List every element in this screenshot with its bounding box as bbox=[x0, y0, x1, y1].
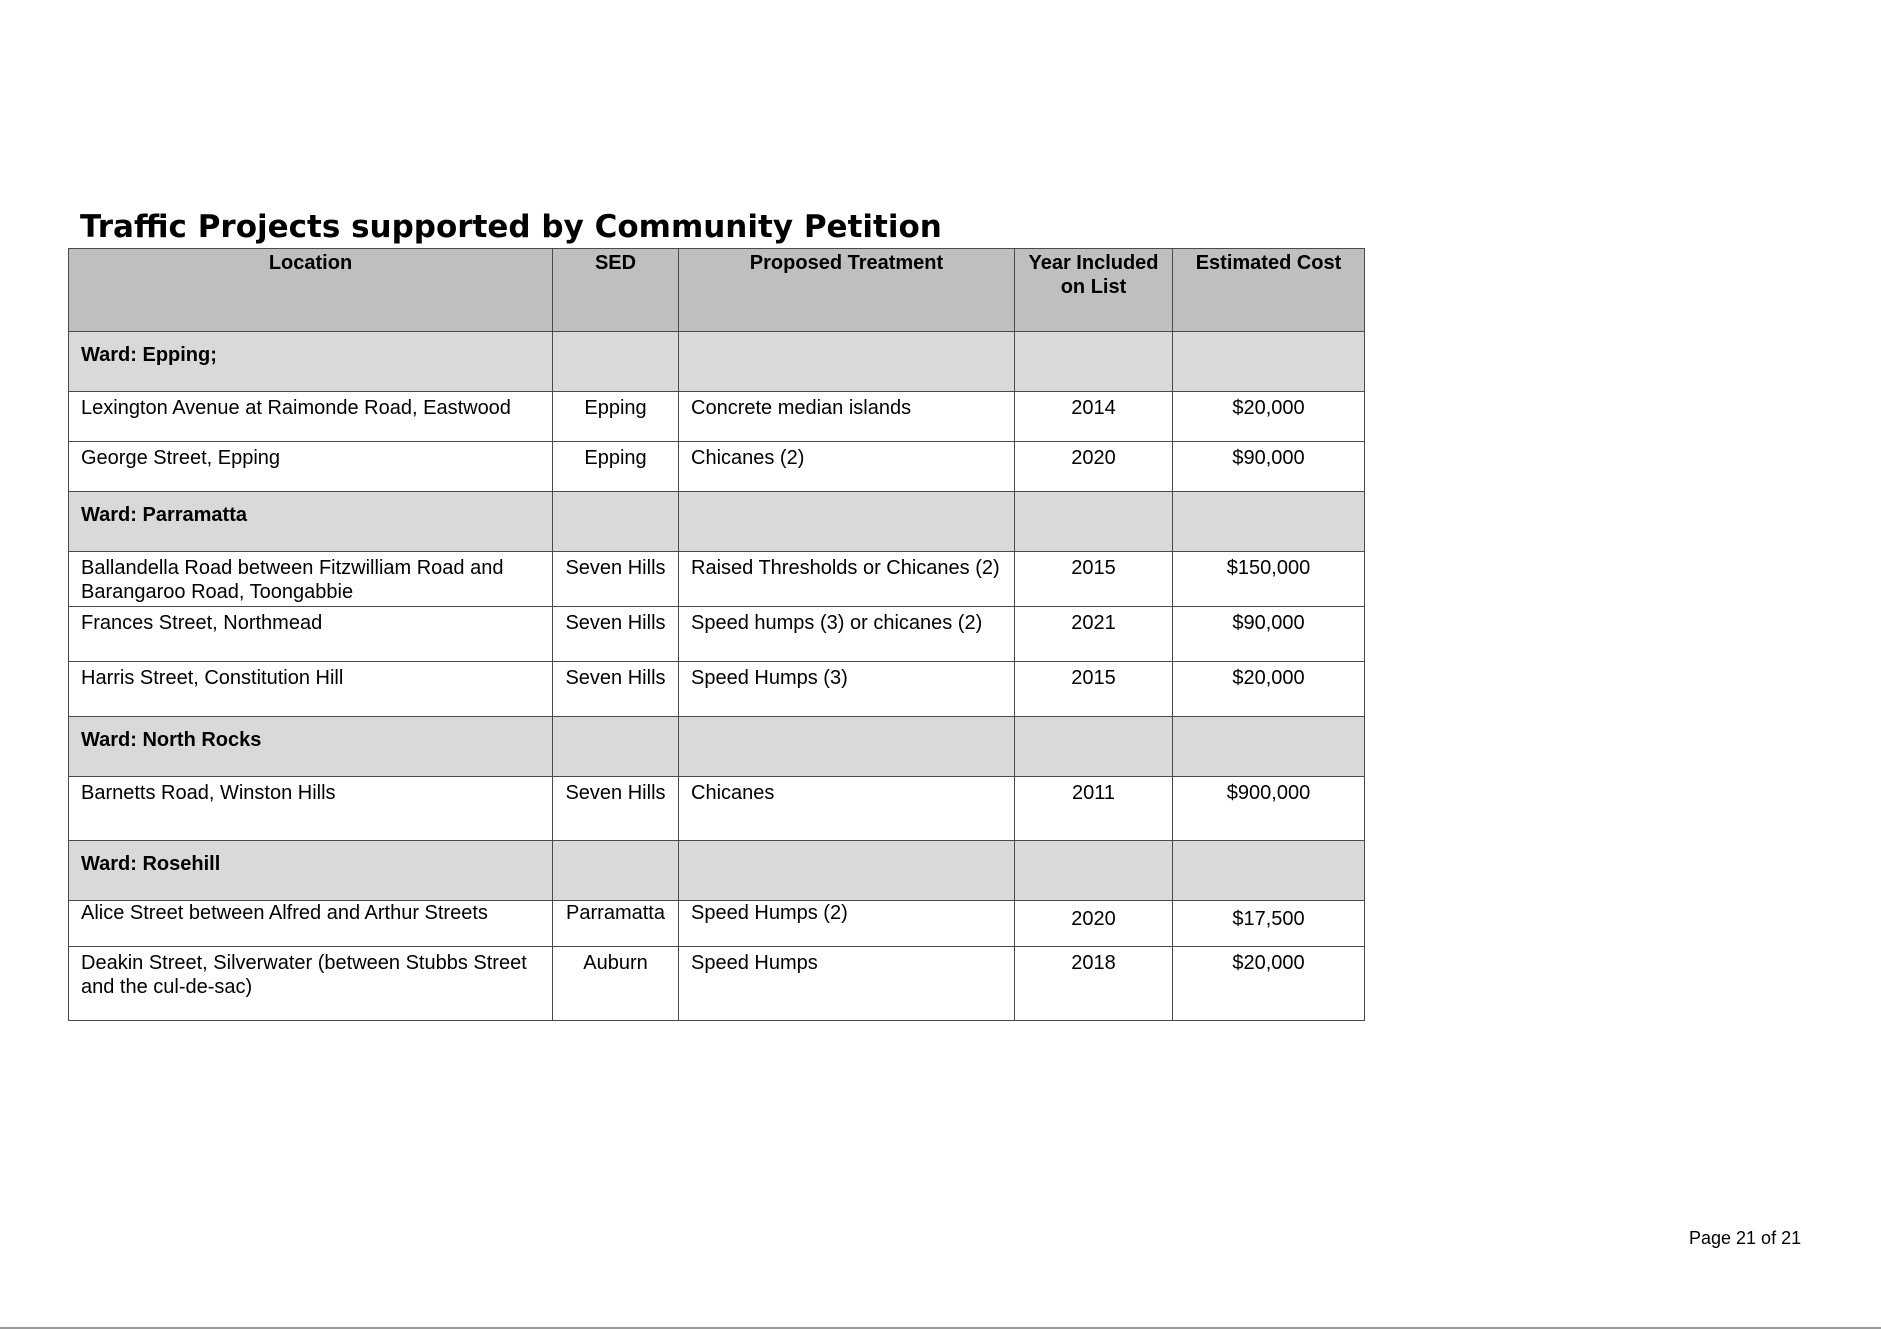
ward-empty-cell bbox=[679, 492, 1015, 552]
ward-label: Ward: Epping; bbox=[69, 332, 553, 392]
column-header-sed: SED bbox=[553, 249, 679, 332]
table-row bbox=[69, 777, 1365, 841]
ward-empty-cell bbox=[1015, 717, 1173, 777]
ward-label: Ward: Rosehill bbox=[69, 841, 553, 901]
cell-location: Harris Street, Constitution Hill bbox=[69, 662, 553, 717]
cell-treatment: Chicanes bbox=[679, 777, 1015, 841]
column-header-year-line1: Year Included bbox=[1028, 252, 1159, 274]
cell-location: Barnetts Road, Winston Hills bbox=[69, 777, 553, 841]
ward-empty-cell bbox=[553, 332, 679, 392]
page-number: Page 21 of 21 bbox=[1689, 1228, 1802, 1248]
cell-year: 2014 bbox=[1015, 392, 1173, 442]
cell-cost: $17,500 bbox=[1173, 901, 1365, 947]
ward-label: Ward: North Rocks bbox=[69, 717, 553, 777]
table-row bbox=[69, 947, 1365, 1021]
cell-sed: Seven Hills bbox=[553, 607, 679, 662]
cell-year: 2021 bbox=[1015, 607, 1173, 662]
ward-empty-cell bbox=[679, 717, 1015, 777]
ward-empty-cell bbox=[1173, 492, 1365, 552]
cell-location: George Street, Epping bbox=[69, 442, 553, 492]
cell-treatment: Speed Humps (3) bbox=[679, 662, 1015, 717]
cell-treatment: Raised Thresholds or Chicanes (2) bbox=[679, 552, 1015, 607]
cell-year: 2011 bbox=[1015, 777, 1173, 841]
cell-cost: $90,000 bbox=[1173, 607, 1365, 662]
cell-sed: Seven Hills bbox=[553, 662, 679, 717]
ward-empty-cell bbox=[1173, 841, 1365, 901]
table-row bbox=[69, 662, 1365, 717]
column-header-year bbox=[1015, 249, 1173, 332]
table-header-row bbox=[69, 249, 1365, 332]
cell-location: Frances Street, Northmead bbox=[69, 607, 553, 662]
table-row bbox=[69, 442, 1365, 492]
ward-empty-cell bbox=[1173, 717, 1365, 777]
cell-sed: Auburn bbox=[553, 947, 679, 1021]
cell-location: Deakin Street, Silverwater (between Stubbs Street and the cul-de-sac) bbox=[69, 947, 553, 1021]
ward-row-north-rocks bbox=[69, 717, 1365, 777]
cell-cost: $900,000 bbox=[1173, 777, 1365, 841]
column-header-location: Location bbox=[69, 249, 553, 332]
ward-empty-cell bbox=[553, 717, 679, 777]
column-header-treatment: Proposed Treatment bbox=[679, 249, 1015, 332]
cell-year: 2018 bbox=[1015, 947, 1173, 1021]
ward-empty-cell bbox=[553, 841, 679, 901]
cell-year: 2020 bbox=[1015, 442, 1173, 492]
table-row bbox=[69, 392, 1365, 442]
table-row bbox=[69, 607, 1365, 662]
cell-cost: $150,000 bbox=[1173, 552, 1365, 607]
cell-sed: Epping bbox=[553, 442, 679, 492]
ward-empty-cell bbox=[1015, 332, 1173, 392]
cell-treatment: Chicanes (2) bbox=[679, 442, 1015, 492]
ward-empty-cell bbox=[1015, 841, 1173, 901]
ward-empty-cell bbox=[1015, 492, 1173, 552]
ward-label: Ward: Parramatta bbox=[69, 492, 553, 552]
cell-location: Lexington Avenue at Raimonde Road, Eastwood bbox=[69, 392, 553, 442]
cell-location: Alice Street between Alfred and Arthur Streets bbox=[69, 901, 553, 947]
page-title: Traffic Projects supported by Community Petition bbox=[80, 209, 942, 245]
ward-empty-cell bbox=[553, 492, 679, 552]
ward-empty-cell bbox=[679, 841, 1015, 901]
cell-year: 2015 bbox=[1015, 552, 1173, 607]
cell-cost: $20,000 bbox=[1173, 392, 1365, 442]
cell-year: 2020 bbox=[1015, 901, 1173, 947]
cell-sed: Epping bbox=[553, 392, 679, 442]
table-row bbox=[69, 552, 1365, 607]
ward-row-parramatta bbox=[69, 492, 1365, 552]
ward-empty-cell bbox=[679, 332, 1015, 392]
cell-treatment: Speed humps (3) or chicanes (2) bbox=[679, 607, 1015, 662]
cell-cost: $20,000 bbox=[1173, 947, 1365, 1021]
cell-location: Ballandella Road between Fitzwilliam Road and Barangaroo Road, Toongabbie bbox=[69, 552, 553, 607]
table-row bbox=[69, 901, 1365, 947]
traffic-projects-table bbox=[68, 248, 1365, 1021]
cell-sed: Seven Hills bbox=[553, 777, 679, 841]
ward-empty-cell bbox=[1173, 332, 1365, 392]
cell-sed: Parramatta bbox=[553, 901, 679, 947]
cell-treatment: Speed Humps bbox=[679, 947, 1015, 1021]
column-header-year-line2: on List bbox=[1060, 276, 1127, 298]
cell-cost: $20,000 bbox=[1173, 662, 1365, 717]
column-header-cost: Estimated Cost bbox=[1173, 249, 1365, 332]
cell-sed: Seven Hills bbox=[553, 552, 679, 607]
ward-row-epping bbox=[69, 332, 1365, 392]
cell-year: 2015 bbox=[1015, 662, 1173, 717]
cell-cost: $90,000 bbox=[1173, 442, 1365, 492]
ward-row-rosehill bbox=[69, 841, 1365, 901]
cell-treatment: Concrete median islands bbox=[679, 392, 1015, 442]
cell-treatment: Speed Humps (2) bbox=[679, 901, 1015, 947]
